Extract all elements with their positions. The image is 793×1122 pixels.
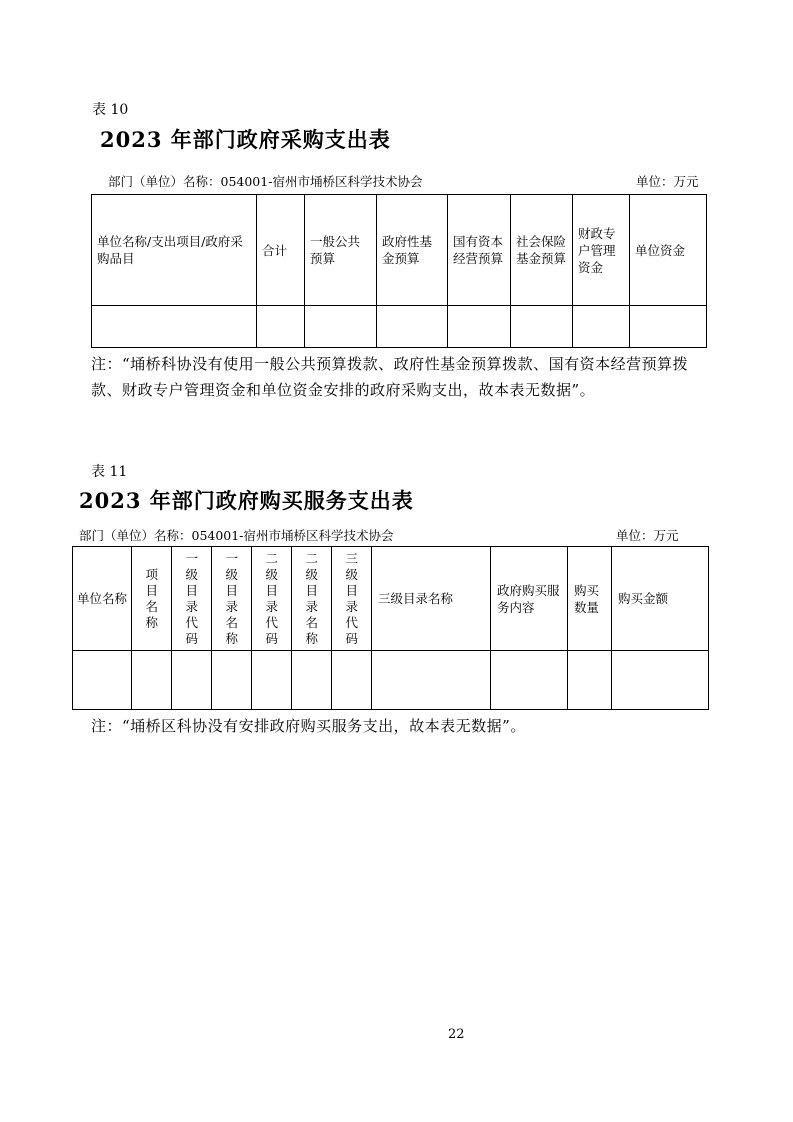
table-cell [511,306,573,348]
table-cell [573,306,630,348]
t11-header-l3-code: 三级目录代码 [332,547,372,651]
t11-header-quantity: 购买数量 [568,547,612,651]
table-row [73,651,709,710]
table-cell [372,651,491,710]
t10-header-unit-fund: 单位资金 [630,195,707,306]
table11-note: 注：“埇桥区科协没有安排政府购买服务支出，故本表无数据”。 [91,717,526,735]
table-row [92,306,707,348]
table10-dept: 部门（单位）名称：054001-宿州市埇桥区科学技术协会 [108,174,423,189]
table11-title: 2023 年部门政府购买服务支出表 [79,488,414,513]
table-cell [377,306,448,348]
table-cell [448,306,511,348]
table-cell [332,651,372,710]
table-cell [257,306,305,348]
t10-header-social: 社会保险基金预算 [511,195,573,306]
t11-header-amount: 购买金额 [612,547,709,651]
table10-title: 2023 年部门政府采购支出表 [100,127,391,152]
table11-label: 表 11 [91,464,128,480]
t10-header-state: 国有资本经营预算 [448,195,511,306]
table10-label: 表 10 [92,102,129,118]
t11-header-service-content: 政府购买服务内容 [491,547,568,651]
t11-header-l1-code: 一级目录代码 [172,547,212,651]
table-cell [92,306,257,348]
table-cell [212,651,252,710]
t11-header-l2-code: 二级目录代码 [252,547,292,651]
t11-header-unit-name: 单位名称 [73,547,132,651]
table-cell [612,651,709,710]
table10-note: 注：“埇桥科协没有使用一般公共预算拨款、政府性基金预算拨款、国有资本经营预算拨款、财政专户管理资金和单位资金安排的政府采购支出，故本表无数据”。 [91,355,689,399]
t10-header-name: 单位名称/支出项目/政府采购品目 [92,195,257,306]
table-cell [491,651,568,710]
t11-header-l2-name: 二级目录名称 [292,547,332,651]
t10-header-general: 一般公共预算 [305,195,377,306]
table-cell [252,651,292,710]
table-cell [292,651,332,710]
t10-header-special: 财政专户管理资金 [573,195,630,306]
t11-header-l1-name: 一级目录名称 [212,547,252,651]
table-cell [568,651,612,710]
table11-grid [72,546,709,710]
t11-header-project-name: 项目名称 [132,547,172,651]
table-cell [172,651,212,710]
table-cell [305,306,377,348]
page-number: 22 [448,1027,465,1042]
table-cell [73,651,132,710]
table-cell [132,651,172,710]
t11-header-l3-name: 三级目录名称 [372,547,491,651]
t10-header-total: 合计 [257,195,305,306]
t10-header-fund: 政府性基金预算 [377,195,448,306]
table10-unit: 单位：万元 [636,174,699,189]
table10-grid [91,194,707,348]
table11-dept: 部门（单位）名称：054001-宿州市埇桥区科学技术协会 [79,528,394,543]
table11-unit: 单位：万元 [616,528,679,543]
table-cell [630,306,707,348]
